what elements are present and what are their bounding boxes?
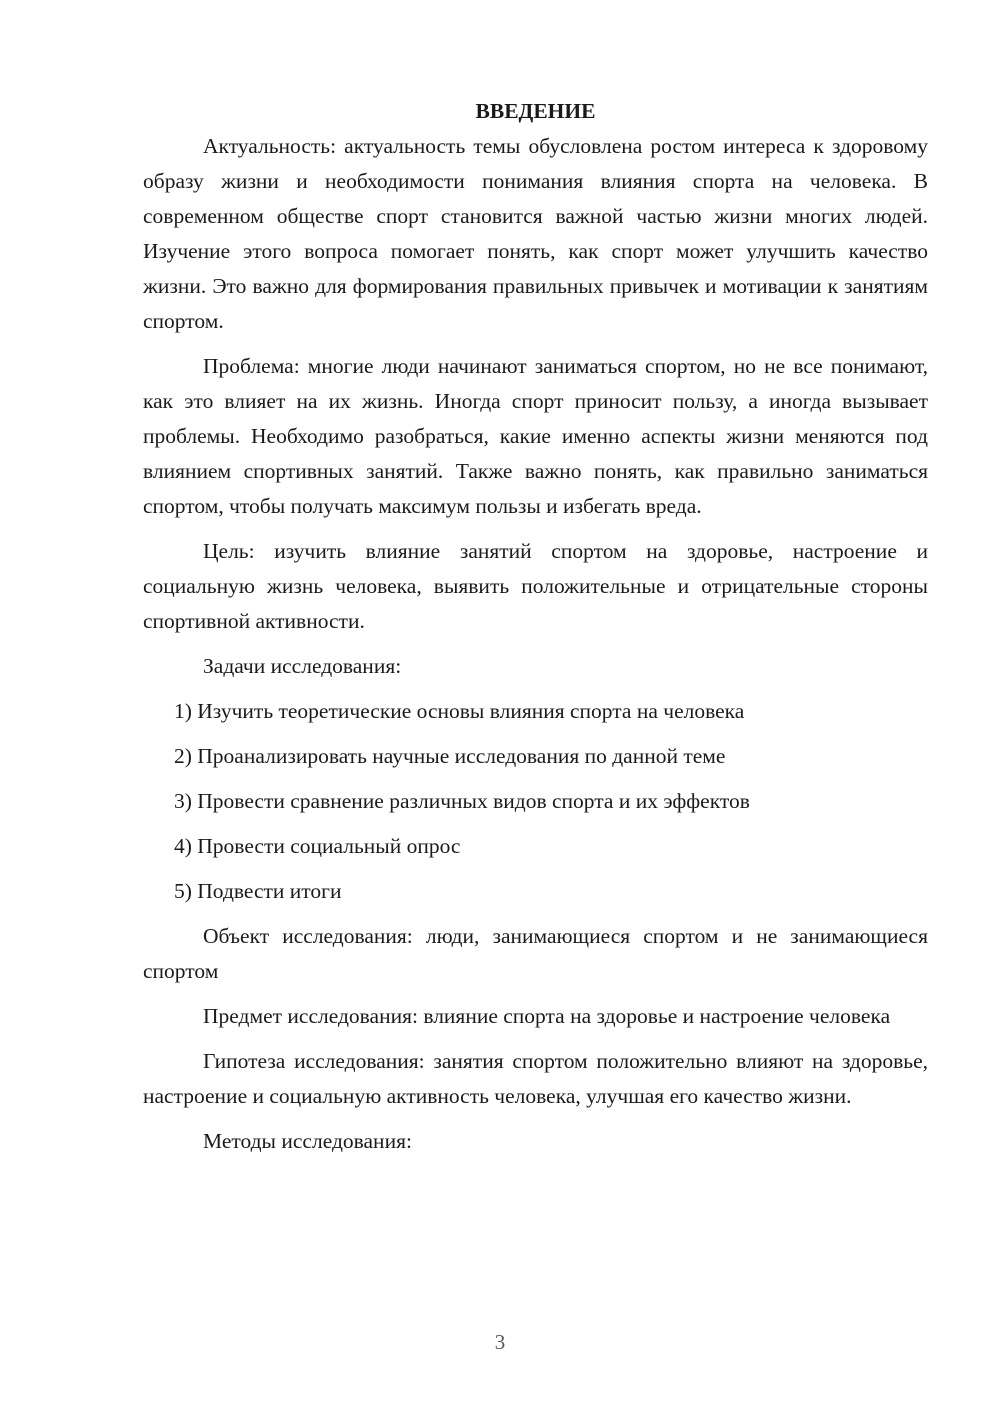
tasks-list bbox=[143, 694, 928, 909]
paragraph-hypothesis: Гипотеза исследования: занятия спортом положительно влияют на здоровье, настроение и социальную активность человека, улучшая его качество жизни. bbox=[143, 1049, 928, 1108]
paragraph-relevance: Актуальность: актуальность темы обусловлена ростом интереса к здоровому образу жизни и необходимости понимания влияния спорта на человека. В современном обществе спорт становится важной частью жизни многих людей. Изучение этого вопроса помогает понять, как спорт может улучшить качество жизни. Это важно для формирования правильных привычек и мотивации к занятиям спортом. bbox=[143, 134, 928, 333]
paragraph-problem: Проблема: многие люди начинают заниматься спортом, но не все понимают, как это влияет на их жизнь. Иногда спорт приносит пользу, а иногда вызывает проблемы. Необходимо разобраться, какие именно аспекты жизни меняются под влиянием спортивных занятий. Также важно понять, как правильно заниматься спортом, чтобы получать максимум пользы и избегать вреда. bbox=[143, 354, 928, 518]
paragraph-subject: Предмет исследования: влияние спорта на здоровье и настроение человека bbox=[203, 1004, 891, 1028]
tasks-heading: Задачи исследования: bbox=[203, 654, 402, 678]
list-item: 3) Провести сравнение различных видов спорта и их эффектов bbox=[174, 789, 750, 813]
list-item: 2) Проанализировать научные исследования по данной теме bbox=[174, 744, 726, 768]
paragraph-object: Объект исследования: люди, занимающиеся спортом и не занимающиеся спортом bbox=[143, 924, 928, 983]
page-number: 3 bbox=[494, 1330, 506, 1354]
list-item: 5) Подвести итоги bbox=[174, 879, 342, 903]
methods-heading: Методы исследования: bbox=[203, 1129, 412, 1153]
section-title: ВВЕДЕНИЕ bbox=[475, 99, 596, 123]
list-item: 4) Провести социальный опрос bbox=[174, 834, 461, 858]
paragraph-goal: Цель: изучить влияние занятий спортом на здоровье, настроение и социальную жизнь человека, выявить положительные и отрицательные стороны спортивной активности. bbox=[143, 539, 928, 633]
document-content bbox=[143, 94, 928, 1169]
list-item: 1) Изучить теоретические основы влияния спорта на человека bbox=[174, 699, 745, 723]
